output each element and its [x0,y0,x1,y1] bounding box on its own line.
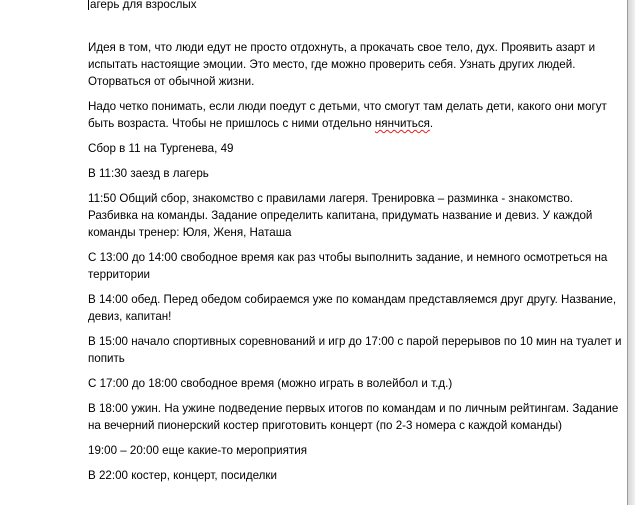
paragraph-children [88,98,608,132]
text-line: С 13:00 до 14:00 свободное время как раз чтобы выполнить задание, и немного осмотреться на [88,251,608,264]
page-shadow [628,0,635,505]
paragraph-competitions [88,333,622,367]
text-line: Сбор в 11 на Тургенева, 49 [88,142,234,155]
text-line: Оторваться от обычной жизни. [88,75,255,88]
paragraph-arrival [88,165,608,182]
paragraph-evening-events [88,442,608,459]
text-line: В 11:30 заезд в лагерь [88,167,209,180]
text-segment: быть возраста. Чтобы не пришлось с ними отдельно [88,117,375,130]
paragraph-idea [88,39,608,90]
text-line: Надо четко понимать, если люди поедут с детьми, что смогут там делать дети, какого они могут [88,100,607,113]
text-line: В 14:00 обед. Перед обедом собираемся уже по командам представляемся друг другу. Название, [88,293,617,306]
text-line: испытать настоящие эмоции. Это место, где можно проверить себя. Узнать других людей. [88,58,576,71]
document-title-text: агерь для взрослых [90,0,197,11]
text-line: девиз, капитан! [88,310,172,323]
text-segment: . [429,117,434,130]
text-cursor [88,0,89,10]
paragraph-general-meeting [88,190,608,241]
text-line: Идея в том, что люди едут не просто отдохнуть, а прокачать свое тело, дух. Проявить азарт и [88,41,596,54]
paragraph-bonfire [88,467,608,484]
text-line: на вечерний пионерский костер приготовить концерт (по 2-3 номера с каждой команды) [88,419,562,432]
text-line: В 18:00 ужин. На ужине подведение первых итогов по командам и по личным рейтингам. Задание [88,402,619,415]
text-line: В 15:00 начало спортивных соревнований и игр до 17:00 с парой перерывов по 10 мин на туалет и [88,335,622,348]
paragraph-free-time-2 [88,375,608,392]
misspelled-word[interactable]: нянчиться [374,117,430,130]
text-line: С 17:00 до 18:00 свободное время (можно играть в волейбол и т.д.) [88,377,453,390]
document-title [88,0,608,13]
text-line: Разбивка на команды. Задание определить капитана, придумать название и девиз. У каждой [88,209,593,222]
text-line [88,115,608,132]
document-body[interactable] [88,0,622,492]
text-line: В 22:00 костер, концерт, посиделки [88,469,277,482]
text-line: команды тренер: Юля, Женя, Наташа [88,226,292,239]
text-line: территории [88,268,151,281]
paragraph-meeting-point [88,140,608,157]
paragraph-lunch [88,291,617,325]
paragraph-dinner [88,400,619,434]
text-line: попить [88,352,125,365]
text-line: 19:00 – 20:00 еще какие-то мероприятия [88,444,308,457]
text-line: 11:50 Общий сбор, знакомство с правилами лагеря. Тренировка – разминка - знакомство. [88,192,574,205]
paragraph-free-time-1 [88,249,608,283]
